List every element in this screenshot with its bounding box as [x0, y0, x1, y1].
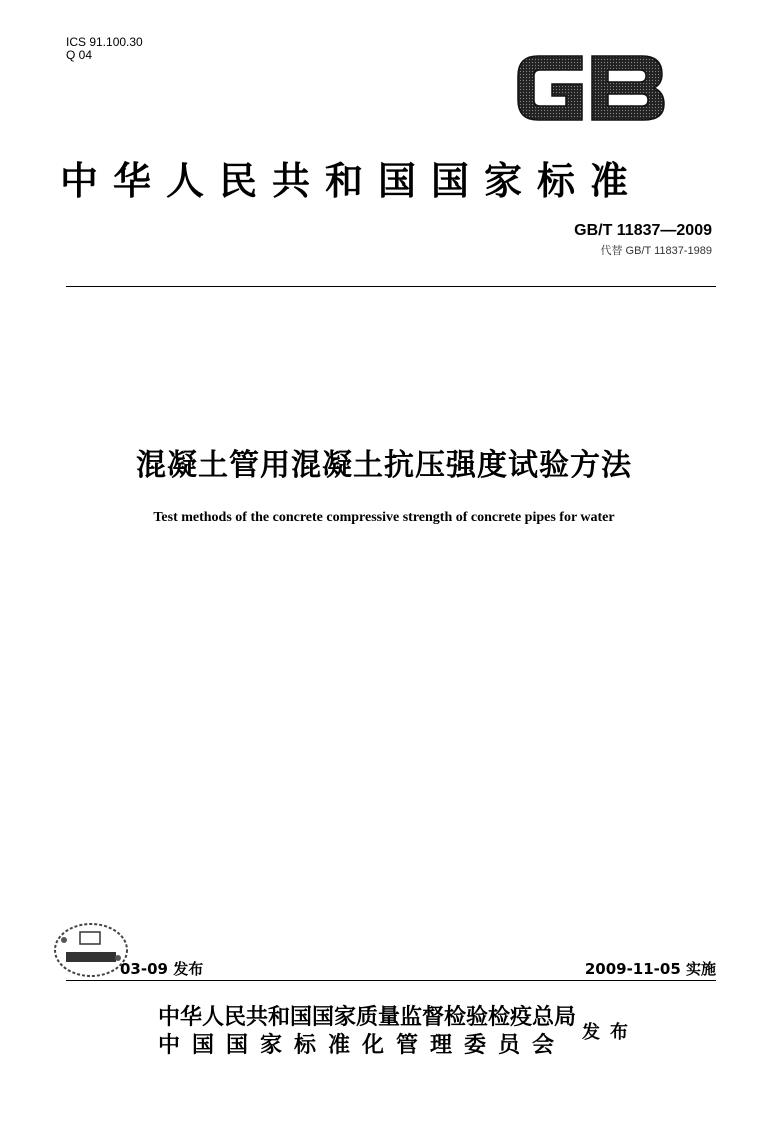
header-divider: [66, 286, 716, 287]
document-title-en: Test methods of the concrete compressive strength of concrete pipes for water: [153, 510, 615, 525]
standard-number: GB/T 11837—2009: [574, 222, 712, 239]
classification-codes: [66, 36, 143, 62]
ccs-code: Q 04: [66, 48, 93, 62]
authority-aqsiq: 中华人民共和国国家质量监督检验检疫总局: [158, 1005, 577, 1030]
national-standard-heading: 中华人民共和国国家标准: [60, 159, 644, 203]
ics-code: ICS 91.100.30: [66, 35, 143, 49]
standard-number-block: [574, 222, 712, 258]
footer-divider: [66, 980, 716, 981]
issuing-authorities: [158, 1004, 576, 1060]
authority-sac: 中国国家标准化管理委员会: [158, 1033, 567, 1058]
document-title-cn: 混凝土管用混凝土抗压强度试验方法: [136, 448, 632, 483]
issue-date: 03-09 发布: [120, 960, 204, 978]
implementation-date: 2009-11-05 实施: [584, 960, 716, 978]
gb-logo-icon: [510, 46, 670, 130]
replaces-note: 代替 GB/T 11837-1989: [600, 245, 712, 257]
publish-label: 发布: [582, 1022, 638, 1043]
